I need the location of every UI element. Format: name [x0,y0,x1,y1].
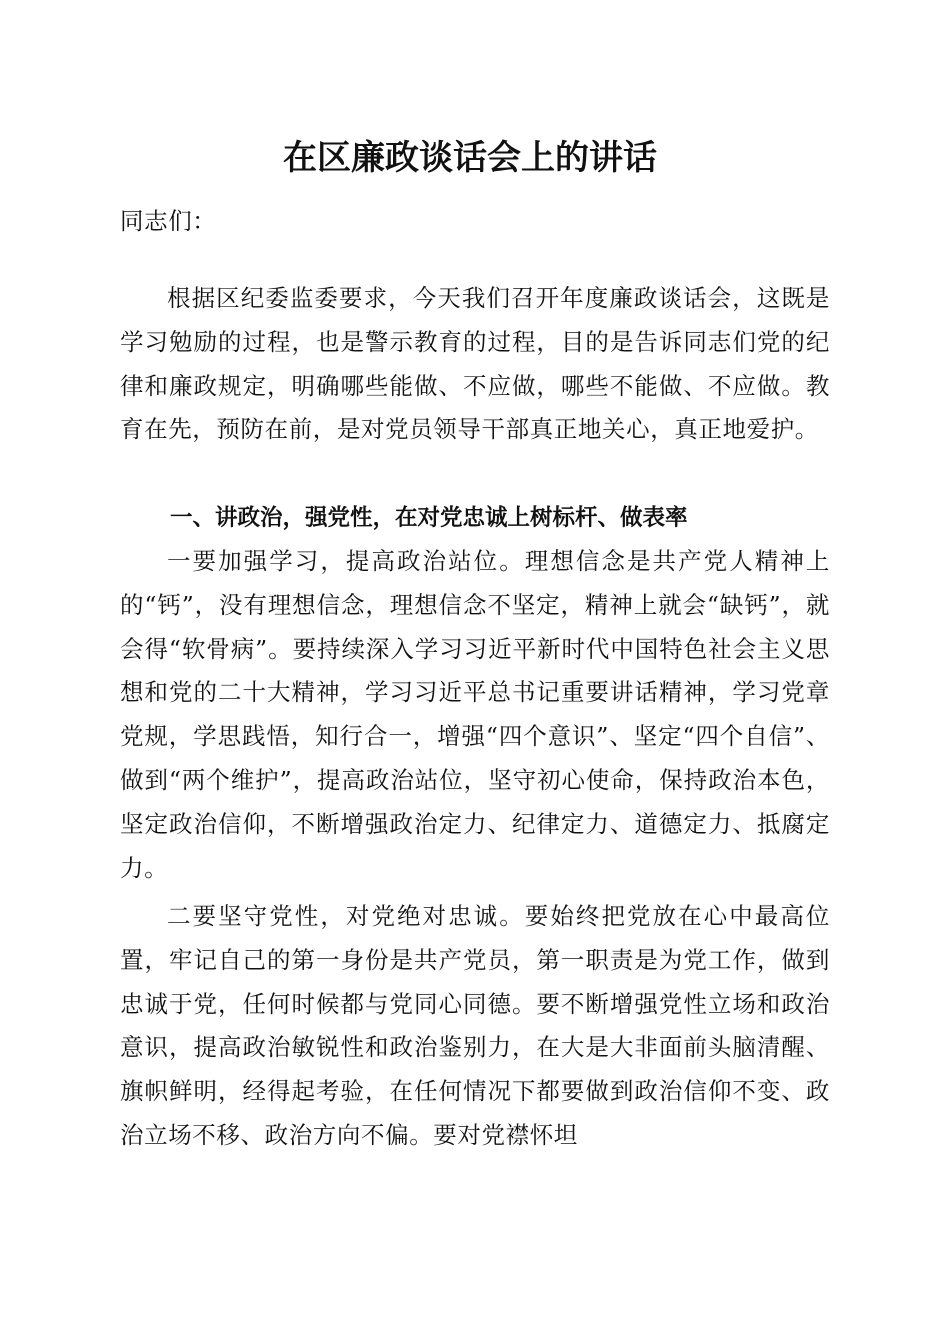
section-heading-1: 一、讲政治，强党性，在对党忠诚上树标杆、做表率 [170,505,688,531]
paragraph-study: 一要加强学习，提高政治站位。理想信念是共产党人精神上的“钙”，没有理想信念，理想信念不坚定，精神上就会“缺钙”，就会得“软骨病”。要持续深入学习习近平新时代中国特色社会主义思想和党的二十大精神，学习习近平总书记重要讲话精神，学习党章党规，学思践悟，知行合一，增强“四个意识”、坚定“四个自信”、做到“两个维护”，提高政治站位，坚守初心使命，保持政治本色，坚定政治信仰，不断增强政治定力、纪律定力、道德定力、抵腐定力。 [120,547,830,882]
document-page [120,0,830,1344]
paragraph-intro: 根据区纪委监委要求，今天我们召开年度廉政谈话会，这既是学习勉励的过程，也是警示教育的过程，目的是告诉同志们党的纪律和廉政规定，明确哪些能做、不应做，哪些不能做、不应做。教育在先，预防在前，是对党员领导干部真正地关心，真正地爱护。 [120,284,830,444]
paragraph-loyalty: 二要坚守党性，对党绝对忠诚。要始终把党放在心中最高位置，牢记自己的第一身份是共产党员，第一职责是为党工作，做到忠诚于党，任何时候都与党同心同德。要不断增强党性立场和政治意识，提高政治敏锐性和政治鉴别力，在大是大非面前头脑清醒、旗帜鲜明，经得起考验，在任何情况下都要做到政治信仰不变、政治立场不移、政治方向不偏。要对党襟怀坦 [120,902,830,1149]
salutation: 同志们： [120,207,217,235]
document-title: 在区廉政谈话会上的讲话 [283,138,657,178]
